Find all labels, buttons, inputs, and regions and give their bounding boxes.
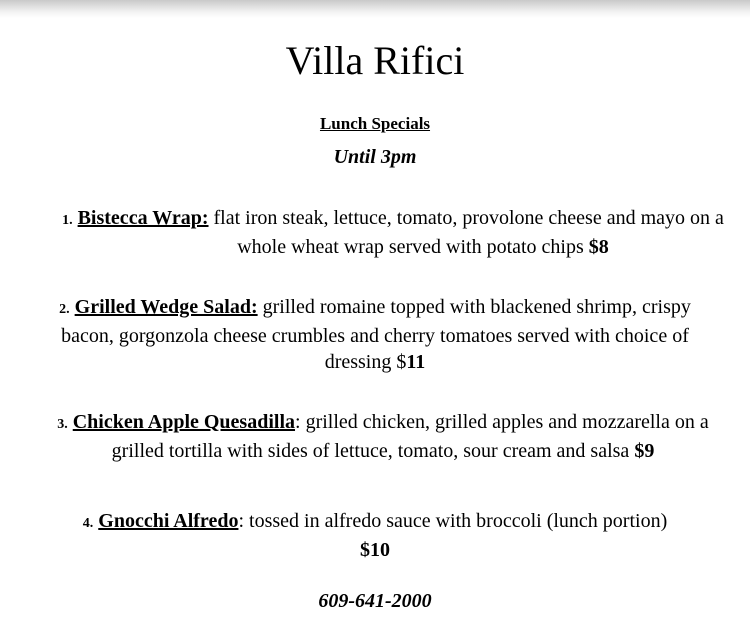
item-number: 4.: [82, 516, 94, 531]
top-shadow-edge: [0, 0, 750, 18]
item-name: Bistecca Wrap:: [77, 207, 209, 229]
menu-item-1: [62, 205, 728, 260]
item-description: flat iron steak, lettuce, tomato, provolone cheese and mayo on a whole wheat wrap served with potato chips: [208, 207, 724, 258]
restaurant-name: Villa Rifici: [285, 38, 465, 83]
item-description: : grilled chicken, grilled apples and mozzarella on a grilled tortilla with sides of lettuce, tomato, sour cream and salsa: [111, 411, 709, 462]
menu-item-3: [50, 409, 716, 464]
menu-item-2: [42, 294, 708, 375]
item-price: 11: [406, 351, 426, 373]
item-name: Chicken Apple Quesadilla: [72, 411, 296, 433]
phone-number: 609-641-2000: [318, 590, 432, 612]
item-name: Grilled Wedge Salad:: [74, 296, 258, 318]
item-name: Gnocchi Alfredo: [98, 510, 239, 532]
section-title: Lunch Specials: [319, 114, 431, 133]
item-number: 1.: [62, 213, 73, 228]
item-number: 2.: [59, 302, 70, 317]
menu-item-4: [37, 508, 713, 563]
item-price: $8: [588, 236, 609, 258]
item-number: 3.: [57, 417, 68, 432]
item-description: : tossed in alfredo sauce with broccoli (lunch portion): [238, 510, 668, 532]
availability-note: Until 3pm: [333, 146, 417, 168]
item-price: $9: [634, 440, 655, 462]
item-description: grilled romaine topped with blackened shrimp, crispy bacon, gorgonzola cheese crumbles and cherry tomatoes served with choice of dressing $: [61, 296, 691, 373]
item-price: $10: [360, 539, 390, 561]
